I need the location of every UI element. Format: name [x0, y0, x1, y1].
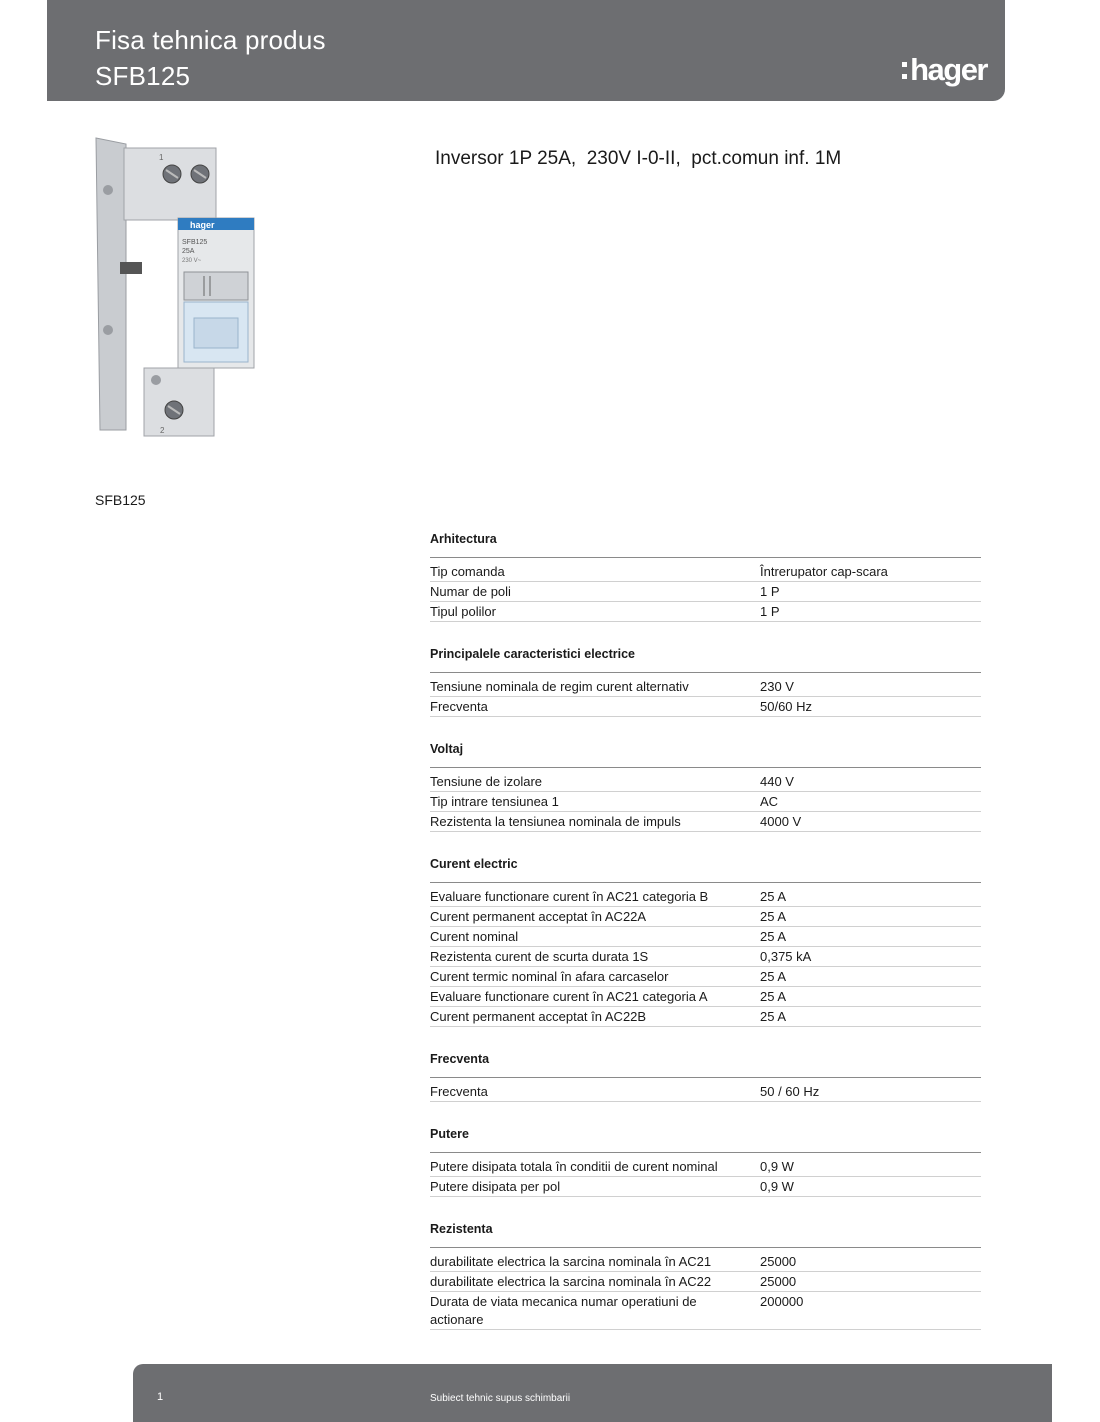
spec-label: Putere disipata totala în conditii de curent nominal — [430, 1159, 718, 1174]
title-line-2: SFB125 — [95, 61, 191, 91]
spec-row — [430, 907, 981, 927]
document-title — [95, 22, 326, 94]
spec-label: Curent termic nominal în afara carcaselor — [430, 969, 669, 984]
product-description: Inversor 1P 25A, 230V I-0-II, pct.comun inf. 1M — [435, 148, 842, 169]
spec-value: 230 V — [760, 679, 794, 694]
spec-label: Curent permanent acceptat în AC22A — [430, 909, 647, 924]
spec-row — [430, 812, 981, 832]
spec-row — [430, 927, 981, 947]
spec-value: 50 / 60 Hz — [760, 1084, 820, 1099]
spec-value: AC — [760, 794, 779, 809]
section-title: Arhitectura — [430, 528, 981, 558]
spec-row — [430, 1157, 981, 1177]
spec-label: Frecventa — [430, 699, 488, 714]
spec-value: 25 A — [760, 989, 787, 1004]
spec-value: 4000 V — [760, 814, 802, 829]
spec-row — [430, 1007, 981, 1027]
spec-row — [430, 947, 981, 967]
spec-value: 0,375 kA — [760, 949, 812, 964]
section-title: Rezistenta — [430, 1218, 981, 1248]
title-line-1: Fisa tehnica produs — [95, 25, 326, 55]
section-title: Curent electric — [430, 853, 981, 883]
spec-value: 25000 — [760, 1254, 797, 1269]
spec-label: Evaluare functionare curent în AC21 categoria B — [430, 889, 709, 904]
spec-section — [430, 1048, 981, 1102]
spec-section — [430, 528, 981, 622]
hager-logo — [902, 50, 987, 90]
spec-value: 50/60 Hz — [760, 699, 813, 714]
logo-colon-mark — [902, 50, 907, 90]
spec-value: 440 V — [760, 774, 794, 789]
spec-value: 25 A — [760, 889, 787, 904]
spec-value: 25 A — [760, 909, 787, 924]
spec-row — [430, 792, 981, 812]
section-title: Voltaj — [430, 738, 981, 768]
specifications-table — [430, 528, 981, 1351]
spec-row — [430, 677, 981, 697]
spec-row — [430, 562, 981, 582]
spec-value: 1 P — [760, 584, 780, 599]
spec-section — [430, 1218, 981, 1330]
spec-label: Tip intrare tensiunea 1 — [430, 794, 559, 809]
spec-label: Durata de viata mecanica numar operatiuni de actionare — [430, 1294, 697, 1327]
spec-section — [430, 738, 981, 832]
spec-label: Curent nominal — [430, 929, 519, 944]
spec-row — [430, 1292, 981, 1330]
spec-label: Tip comanda — [430, 564, 505, 579]
spec-label: Evaluare functionare curent în AC21 categoria A — [430, 989, 708, 1004]
spec-value: 25 A — [760, 929, 787, 944]
spec-label: Tensiune nominala de regim curent alternativ — [430, 679, 689, 694]
spec-value: 200000 — [760, 1294, 804, 1309]
spec-label: Numar de poli — [430, 584, 511, 599]
spec-label: Tipul polilor — [430, 604, 496, 619]
spec-value: 25000 — [760, 1274, 797, 1289]
device-model-label: SFB125 — [182, 239, 208, 246]
product-code: SFB125 — [95, 492, 146, 508]
spec-row — [430, 1177, 981, 1197]
terminal-label-bottom: 2 — [160, 426, 165, 435]
toggle-lever — [184, 272, 248, 300]
spec-row — [430, 602, 981, 622]
page-number: 1 — [157, 1391, 164, 1403]
section-title: Frecventa — [430, 1048, 981, 1078]
spec-row — [430, 772, 981, 792]
spec-label: durabilitate electrica la sarcina nominala în AC22 — [430, 1274, 712, 1289]
spec-value: 0,9 W — [760, 1179, 794, 1194]
side-slot — [120, 262, 142, 274]
spec-section — [430, 643, 981, 717]
spec-value: 25 A — [760, 969, 787, 984]
spec-row — [430, 967, 981, 987]
spec-row — [430, 987, 981, 1007]
terminal-label-top: 1 — [159, 153, 164, 162]
spec-label: Rezistenta curent de scurta durata 1S — [430, 949, 649, 964]
document-header — [47, 0, 1005, 101]
spec-label: Tensiune de izolare — [430, 774, 543, 789]
spec-row — [430, 887, 981, 907]
spec-value: 25 A — [760, 1009, 787, 1024]
section-title: Principalele caracteristici electrice — [430, 643, 981, 673]
footer-note: Subiect tehnic supus schimbarii — [430, 1393, 571, 1404]
spec-label: Putere disipata per pol — [430, 1179, 561, 1194]
spec-row — [430, 1252, 981, 1272]
device-voltage-label: 230 V~ — [182, 258, 202, 264]
spec-row — [430, 697, 981, 717]
spec-label: Frecventa — [430, 1084, 488, 1099]
product-image — [86, 130, 261, 450]
document-footer — [133, 1364, 1052, 1422]
spec-label: Rezistenta la tensiunea nominala de impuls — [430, 814, 681, 829]
spec-section — [430, 853, 981, 1027]
spec-value: 0,9 W — [760, 1159, 794, 1174]
spec-section — [430, 1123, 981, 1197]
device-brand-label: hager — [190, 220, 215, 230]
device-rating-label: 25A — [182, 248, 195, 255]
spec-value: Întrerupator cap-scara — [760, 564, 888, 579]
spec-label: durabilitate electrica la sarcina nominala în AC21 — [430, 1254, 712, 1269]
spec-value: 1 P — [760, 604, 780, 619]
section-title: Putere — [430, 1123, 981, 1153]
logo-text: hager — [910, 52, 987, 87]
spec-row — [430, 1082, 981, 1102]
spec-row — [430, 582, 981, 602]
spec-row — [430, 1272, 981, 1292]
switch-device-illustration — [86, 130, 261, 450]
spec-label: Curent permanent acceptat în AC22B — [430, 1009, 647, 1024]
